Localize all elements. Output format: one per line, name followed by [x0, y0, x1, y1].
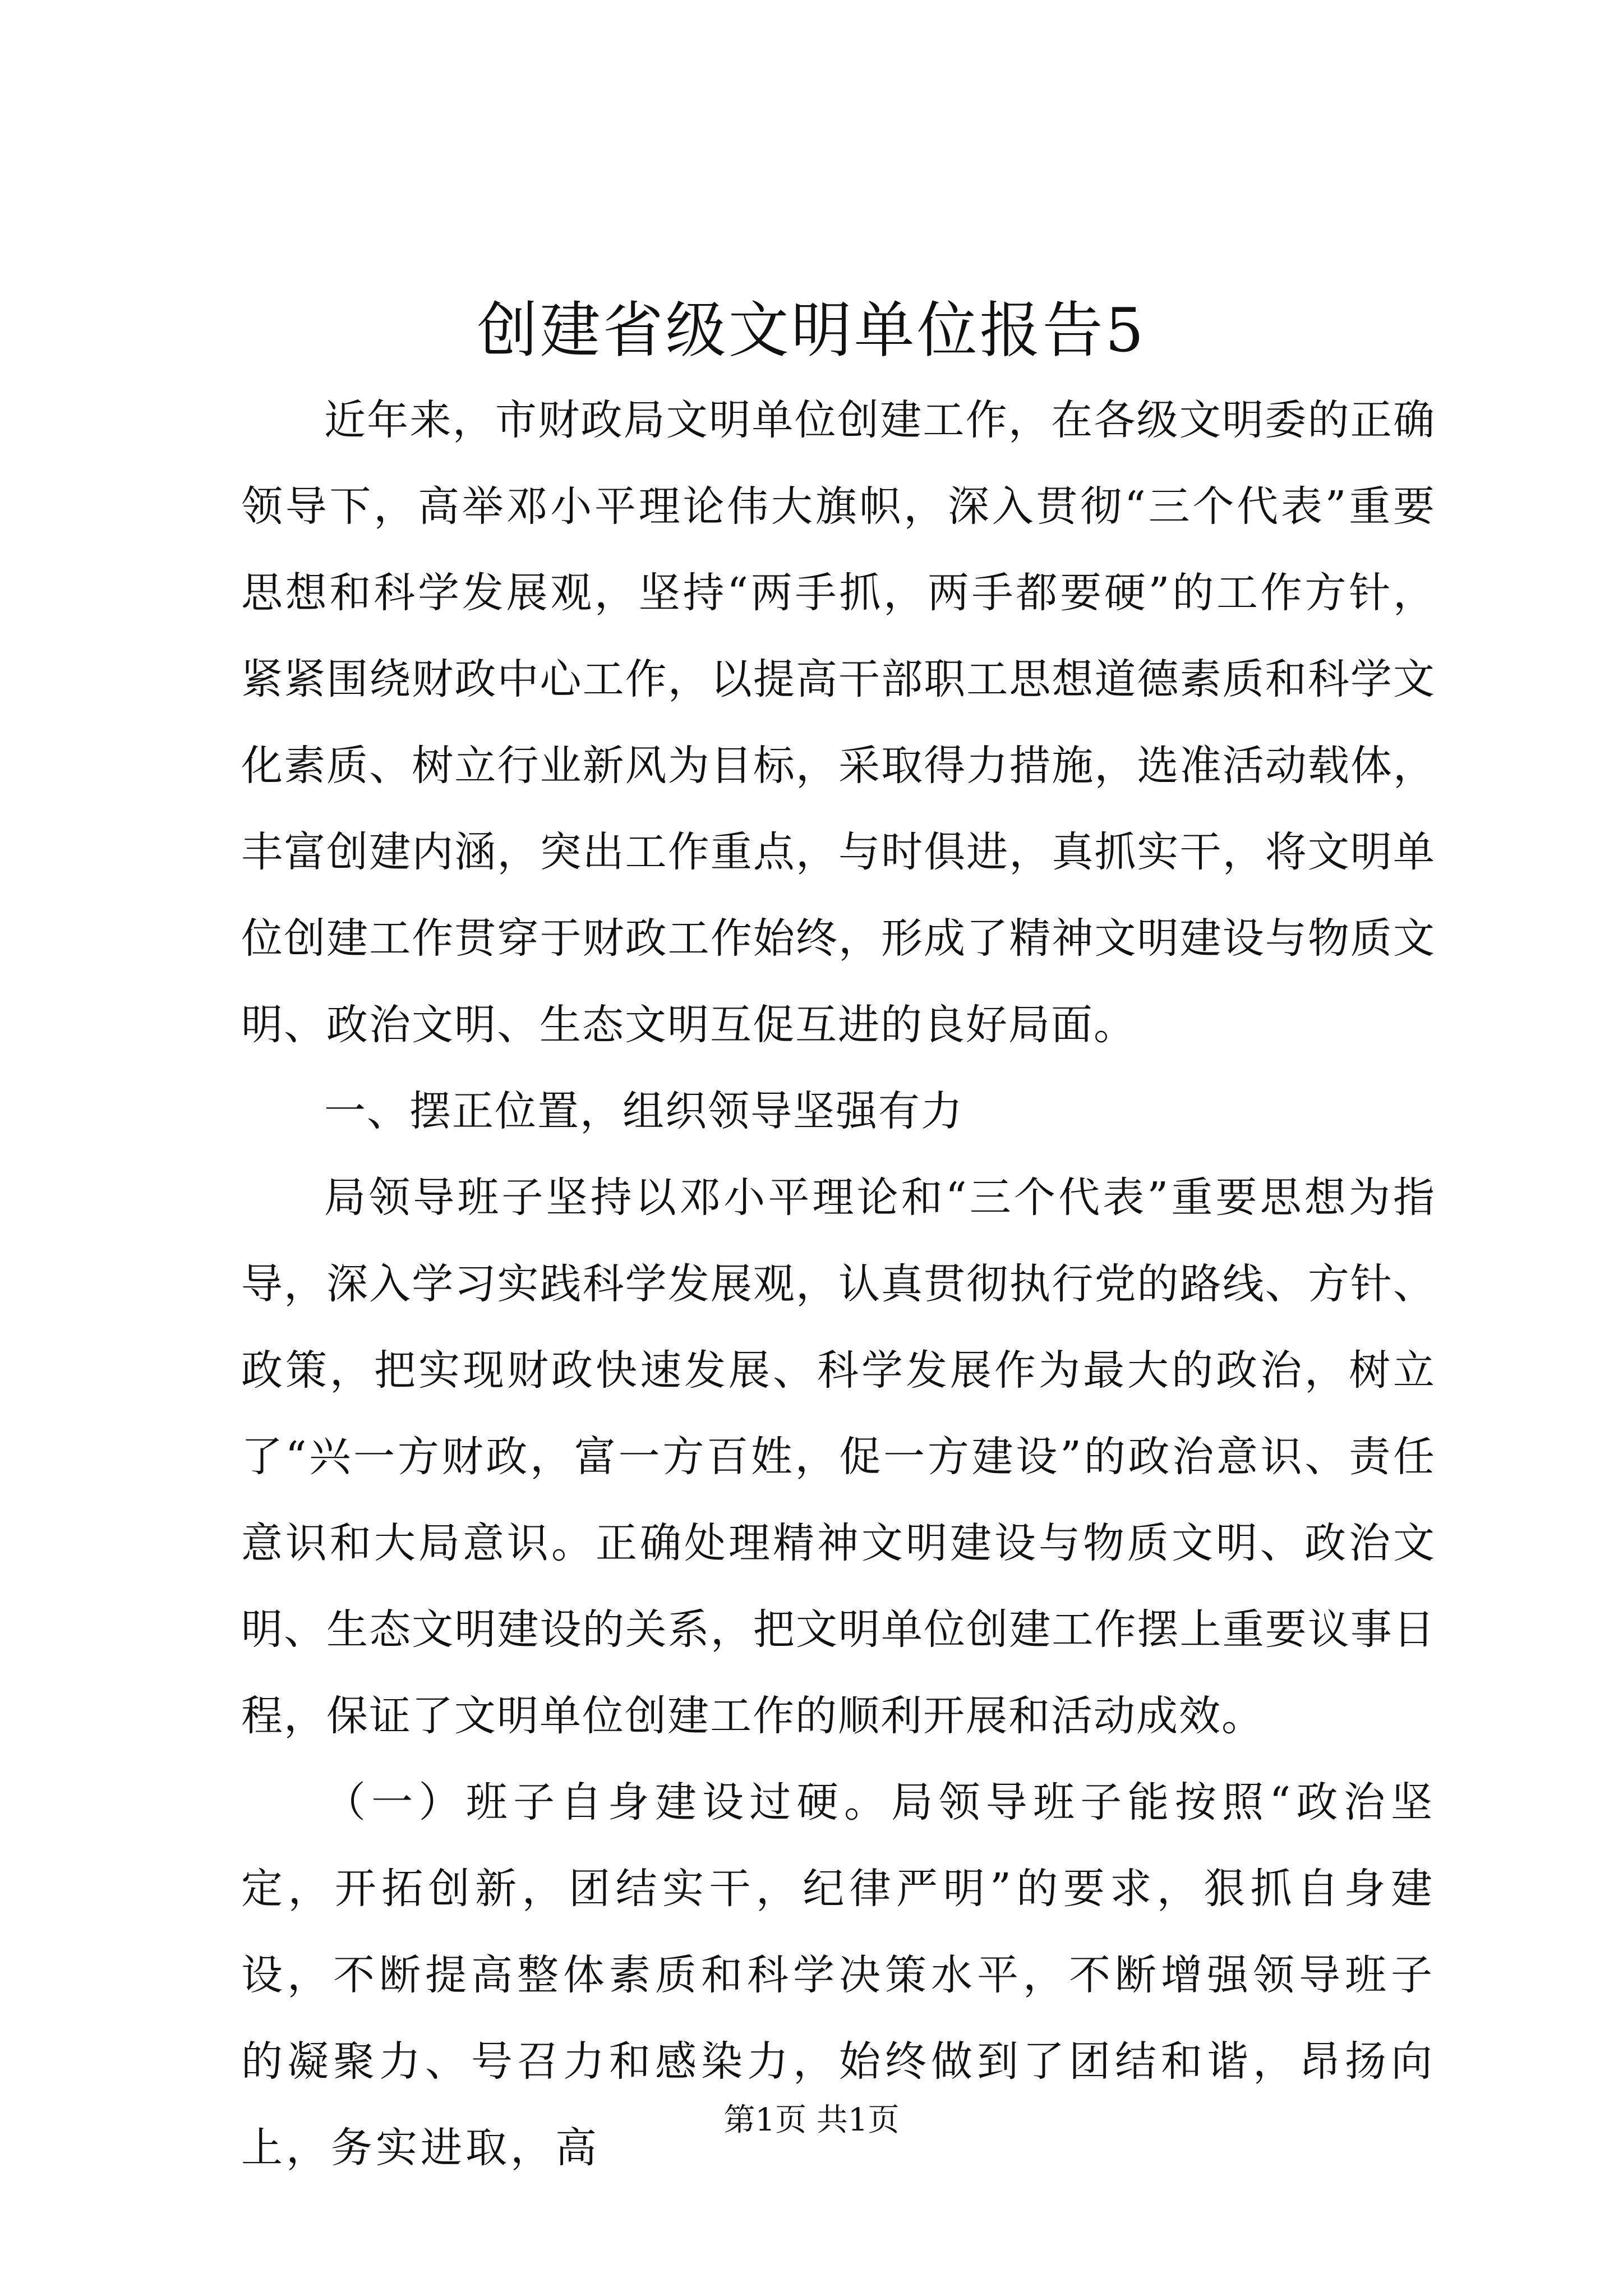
paragraph-section-1: 局领导班子坚持以邓小平理论和“三个代表”重要思想为指导，深入学习实践科学发展观，认真贯彻执行党的路线、方针、政策，把实现财政快速发展、科学发展作为最大的政治，树立了“兴一方财政，富一方百姓，促一方建设”的政治意识、责任意识和大局意识。正确处理精神文明建设与物质文明、政治文明、生态文明建设的关系，把文明单位创建工作摆上重要议事日程，保证了文明单位创建工作的顺利开展和活动成效。 [241, 1174, 1436, 1740]
page-footer: 第1页 共1页 [723, 2102, 900, 2138]
paragraph-intro: 近年来，市财政局文明单位创建工作，在各级文明委的正确领导下，高举邓小平理论伟大旗帜，深入贯彻“三个代表”重要思想和科学发展观，坚持“两手抓，两手都要硬”的工作方针，紧紧围绕财政中心工作，以提高干部职工思想道德素质和科学文化素质、树立行业新风为目标，采取得力措施，选准活动载体，丰富创建内涵，突出工作重点，与时俱进，真抓实干，将文明单位创建工作贯穿于财政工作始终，形成了精神文明建设与物质文明、政治文明、生态文明互促互进的良好局面。 [241, 396, 1436, 1049]
document-title: 创建省级文明单位报告5 [477, 296, 1146, 366]
paragraph-subsection-1: （一）班子自身建设过硬。局领导班子能按照“政治坚定，开拓创新，团结实干，纪律严明”的要求，狠抓自身建设，不断提高整体素质和科学决策水平，不断增强领导班子的凝聚力、号召力和感染力，始终做到了团结和谐，昂扬向上，务实进取，高 [241, 1778, 1436, 2172]
section-heading-1: 一、摆正位置，组织领导坚强有力 [324, 1087, 963, 1135]
document-body [241, 377, 1436, 2191]
